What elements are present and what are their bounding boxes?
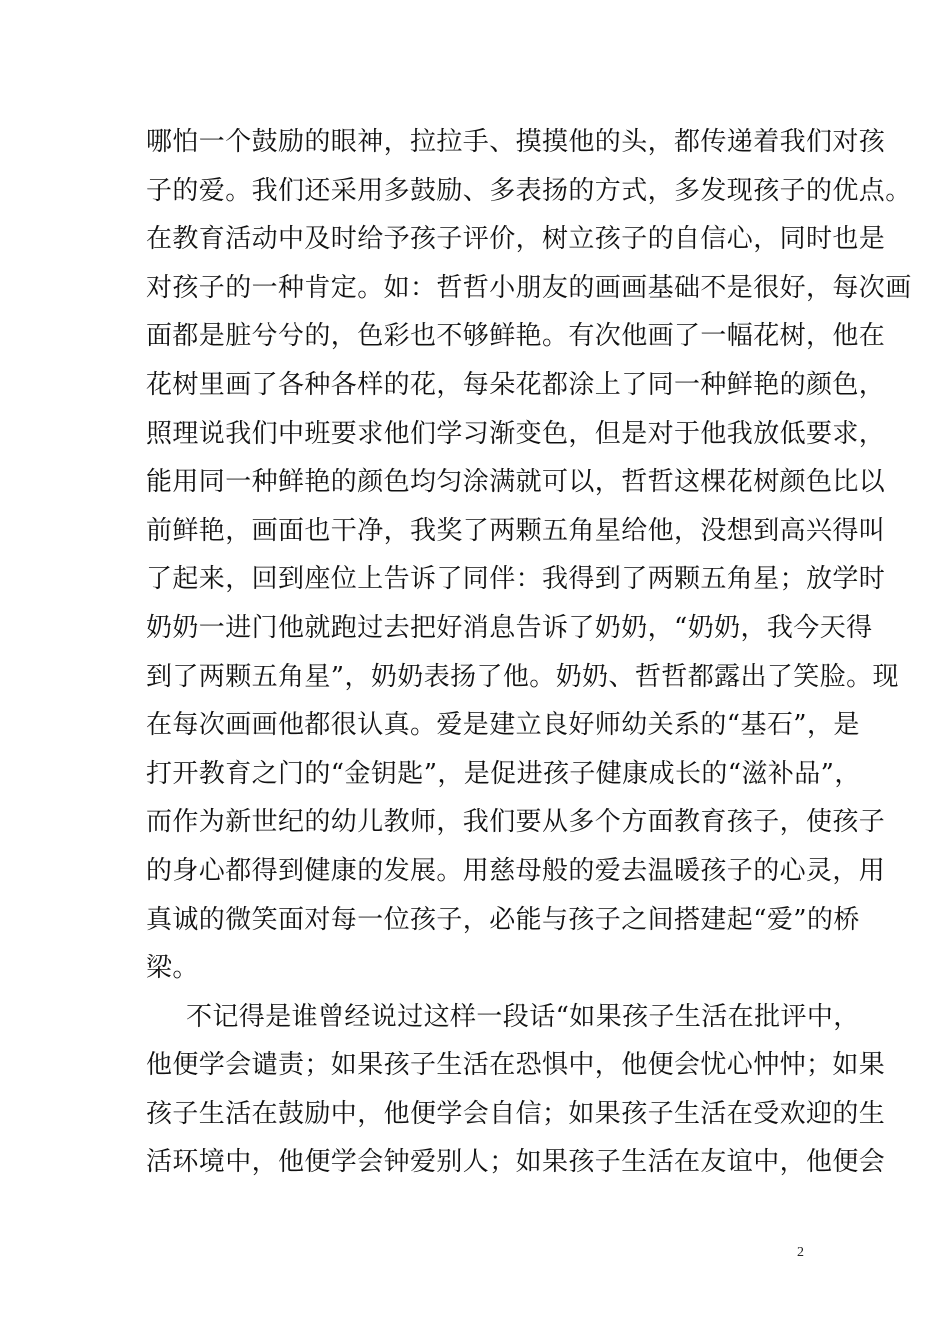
text-line: 他便学会谴责；如果孩子生活在恐惧中，他便会忧心忡忡；如果 bbox=[146, 1050, 886, 1081]
text-line: 真诚的微笑面对每一位孩子，必能与孩子之间搭建起“爱”的桥 bbox=[146, 904, 860, 935]
text-line: 打开教育之门的“金钥匙”，是促进孩子健康成长的“滋补品”， bbox=[146, 758, 861, 789]
page-number: 2 bbox=[797, 1245, 804, 1260]
text-line: 活环境中，他便学会钟爱别人；如果孩子生活在友谊中，他便会 bbox=[146, 1147, 886, 1178]
text-line: 了起来，回到座位上告诉了同伴：我得到了两颗五角星；放学时 bbox=[146, 564, 886, 595]
text-line: 照理说我们中班要求他们学习渐变色，但是对于他我放低要求， bbox=[146, 418, 886, 449]
text-line: 在每次画画他都很认真。爱是建立良好师幼关系的“基石”，是 bbox=[146, 710, 860, 741]
text-line: 在教育活动中及时给予孩子评价，树立孩子的自信心，同时也是 bbox=[146, 224, 886, 255]
text-line: 奶奶一进门他就跑过去把好消息告诉了奶奶，“奶奶，我今天得 bbox=[146, 612, 873, 643]
text-line: 孩子生活在鼓励中，他便学会自信；如果孩子生活在受欢迎的生 bbox=[146, 1098, 886, 1129]
text-line: 哪怕一个鼓励的眼神，拉拉手、摸摸他的头，都传递着我们对孩 bbox=[146, 127, 886, 157]
text-line: 而作为新世纪的幼儿教师，我们要从多个方面教育孩子，使孩子 bbox=[146, 807, 886, 838]
body-text bbox=[146, 118, 912, 1187]
text-line: 对孩子的一种肯定。如：哲哲小朋友的画画基础不是很好，每次画 bbox=[146, 272, 912, 303]
text-line: 的身心都得到健康的发展。用慈母般的爱去温暖孩子的心灵，用 bbox=[146, 855, 886, 886]
text-line: 面都是脏兮兮的，色彩也不够鲜艳。有次他画了一幅花树，他在 bbox=[146, 321, 886, 352]
text-line: 前鲜艳，画面也干净，我奖了两颗五角星给他，没想到高兴得叫 bbox=[146, 515, 886, 546]
text-line: 梁。 bbox=[146, 953, 199, 984]
text-line: 花树里画了各种各样的花，每朵花都涂上了同一种鲜艳的颜色， bbox=[146, 369, 886, 400]
paragraph-first-line: 不记得是谁曾经说过这样一段话“如果孩子生活在批评中， bbox=[186, 1001, 860, 1032]
text-line: 到了两颗五角星”，奶奶表扬了他。奶奶、哲哲都露出了笑脸。现 bbox=[146, 661, 899, 692]
text-line: 能用同一种鲜艳的颜色均匀涂满就可以，哲哲这棵花树颜色比以 bbox=[146, 467, 886, 498]
text-line: 子的爱。我们还采用多鼓励、多表扬的方式，多发现孩子的优点。 bbox=[146, 175, 912, 206]
